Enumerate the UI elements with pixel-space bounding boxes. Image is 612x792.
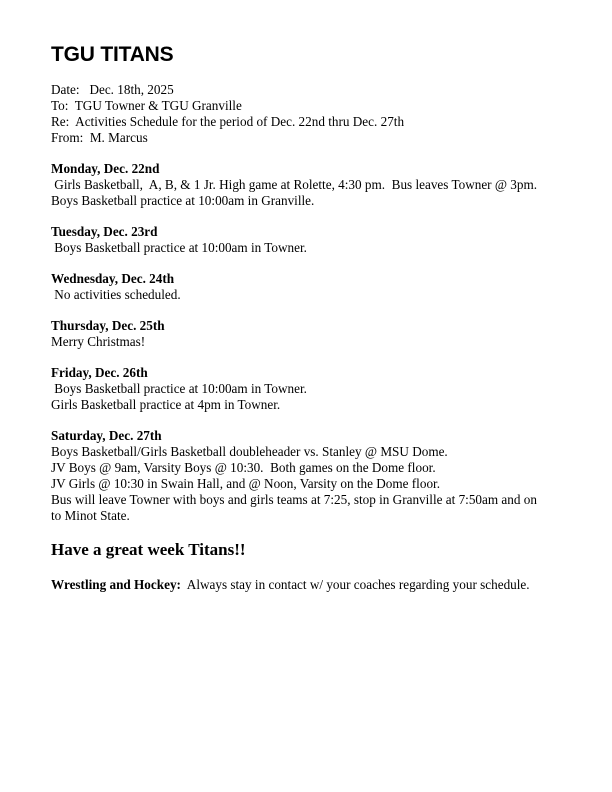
memo-header: [51, 82, 581, 146]
day-thursday: [51, 318, 581, 350]
day-heading: Thursday, Dec. 25th: [51, 318, 165, 333]
day-heading: Tuesday, Dec. 23rd: [51, 224, 158, 239]
day-line: Bus will leave Towner with boys and girls teams at 7:25, stop in Granville at 7:50am and on: [51, 492, 537, 507]
footer-label: Wrestling and Hockey:: [51, 577, 181, 592]
memo-page: [51, 40, 581, 593]
day-heading: Friday, Dec. 26th: [51, 365, 148, 380]
day-line: JV Girls @ 10:30 in Swain Hall, and @ Noon, Varsity on the Dome floor.: [51, 476, 440, 491]
day-line: Boys Basketball/Girls Basketball doubleheader vs. Stanley @ MSU Dome.: [51, 444, 448, 459]
day-friday: [51, 365, 581, 413]
day-line: Boys Basketball practice at 10:00am in Towner.: [51, 240, 307, 255]
day-heading: Wednesday, Dec. 24th: [51, 271, 175, 286]
header-from: From: M. Marcus: [51, 130, 148, 145]
header-date: Date: Dec. 18th, 2025: [51, 82, 174, 97]
page-title: TGU TITANS: [51, 43, 174, 66]
closing-message: Have a great week Titans!!: [51, 540, 246, 559]
day-heading: Saturday, Dec. 27th: [51, 428, 162, 443]
header-re: Re: Activities Schedule for the period of Dec. 22nd thru Dec. 27th: [51, 114, 405, 129]
day-line: Merry Christmas!: [51, 334, 146, 349]
day-line: Girls Basketball, A, B, & 1 Jr. High game at Rolette, 4:30 pm. Bus leaves Towner @ 3pm.: [51, 177, 538, 192]
day-line: Girls Basketball practice at 4pm in Towner.: [51, 397, 281, 412]
day-line: to Minot State.: [51, 508, 130, 523]
header-to: To: TGU Towner & TGU Granville: [51, 98, 242, 113]
day-tuesday: [51, 224, 581, 256]
day-line: Boys Basketball practice at 10:00am in Towner.: [51, 381, 307, 396]
day-heading: Monday, Dec. 22nd: [51, 161, 160, 176]
day-line: Boys Basketball practice at 10:00am in Granville.: [51, 193, 315, 208]
footer-note: [51, 577, 581, 593]
day-monday: [51, 161, 581, 209]
day-saturday: [51, 428, 581, 524]
day-wednesday: [51, 271, 581, 303]
day-line: No activities scheduled.: [51, 287, 181, 302]
day-line: JV Boys @ 9am, Varsity Boys @ 10:30. Both games on the Dome floor.: [51, 460, 436, 475]
footer-text: Always stay in contact w/ your coaches regarding your schedule.: [180, 577, 530, 592]
